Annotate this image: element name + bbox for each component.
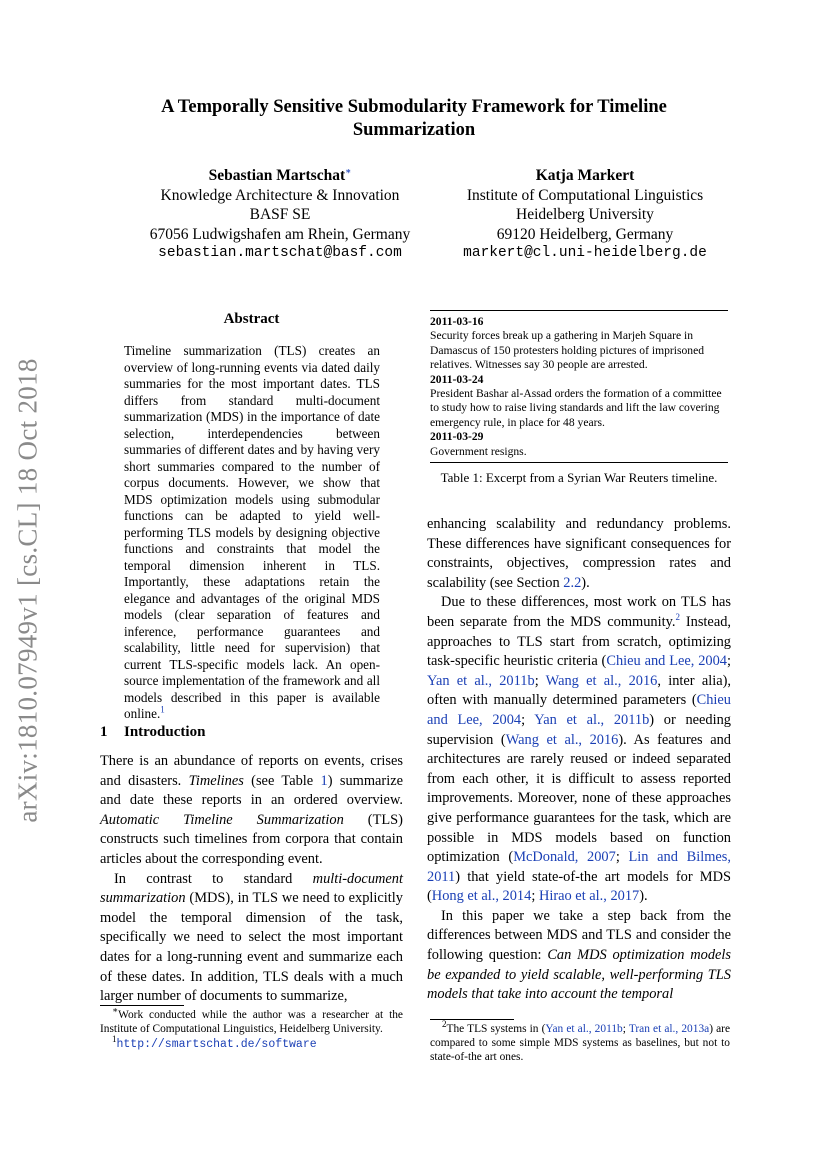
table-entry: Security forces break up a gathering in Marjeh Square in Damascus of 150 protesters holding pictures of imprisoned relatives. Witnesses say 30 people are arrested. <box>430 329 705 372</box>
author-affiliation: Knowledge Architecture & Innovation <box>160 186 400 204</box>
footnotes-left <box>100 1005 403 1051</box>
table-date: 2011-03-29 <box>430 430 484 444</box>
citation[interactable]: McDonald, 2007 <box>513 849 616 866</box>
section-heading-introduction: 1 Introduction <box>100 724 206 740</box>
table-entry: President Bashar al-Assad orders the formation of a committee to study how to raise living standards and lift the law covering emergency rule, in place for 48 years. <box>430 387 722 429</box>
citation[interactable]: Wang et al., 2016 <box>505 731 619 748</box>
author-block-2 <box>440 166 730 264</box>
footnote-ref-1[interactable]: 1 <box>160 704 165 715</box>
author-affiliation: Institute of Computational Linguistics <box>466 186 704 204</box>
author-affiliation: 67056 Ludwigshafen am Rhein, Germany <box>149 225 411 243</box>
citation[interactable]: Chieu and Lee, 2004 <box>427 692 731 728</box>
title-line-1: A Temporally Sensitive Submodularity Framework for Timeline <box>161 97 667 117</box>
table-ref[interactable]: 1 <box>320 772 328 789</box>
paragraph: In this paper we take a step back from the differences between MDS and TLS and consider the following question: Can MDS optimization models be expanded to yield scalable, well-performing TLS models that take into account the temporal <box>427 907 732 1003</box>
paper-title <box>100 96 728 142</box>
citation[interactable]: Chieu and Lee, 2004 <box>606 653 727 670</box>
author-affiliation: 69120 Heidelberg, Germany <box>496 225 674 243</box>
table-date: 2011-03-16 <box>430 315 484 328</box>
footnote-2-text: $^2$The TLS systems in (Yan et al., 2011b; Tran et al., 2013a) are compared to some simple MDS systems as baselines, but not to state-of-the art ones. <box>430 1019 731 1063</box>
arxiv-id: arXiv:1810.07949v1 [cs.CL] 18 Oct 2018 <box>12 357 43 823</box>
abstract-text: Timeline summarization (TLS) creates an overview of long-running events via dated daily summaries for the most important dates. TLS differs from standard multi-document summarization (MDS) in the importance of date selection, interdependencies between summaries of different dates and by having very short summaries compared to the number of corpus documents. However, we show that MDS optimization models using submodular functions can be adapted to yield well-performing TLS models by designing objective functions and constraints that model the temporal dimension inherent in TLS. Importantly, these adaptations retain the elegance and advantages of the original MDS models (clear separation of features and inference, performance guarantees and scalability, little need for supervision) that current TLS-specific models lack. An open-source implementation of the framework and all models described in this paper is available online.$^1$ <box>124 343 380 721</box>
paragraph: enhancing scalability and redundancy problems. These differences have significant consequences for constraints, objectives, compression rates and scalability (see Section 2.2). <box>427 516 731 591</box>
author-affiliation: Heidelberg University <box>516 206 654 223</box>
footnote-1: $^1$http://smartschat.de/software <box>112 1033 317 1051</box>
citation[interactable]: Wang et al., 2016 <box>545 672 658 689</box>
left-column-body <box>100 752 403 1007</box>
author-name: Katja Markert <box>535 167 635 184</box>
citation[interactable]: Hirao et al., 2017 <box>538 888 640 905</box>
table-date: 2011-03-24 <box>430 372 484 386</box>
footnote-2 <box>430 1019 731 1064</box>
citation[interactable]: Yan et al., 2011b <box>545 1023 623 1035</box>
author-name: Sebastian Martschat∗ <box>208 165 352 184</box>
author-affiliation: BASF SE <box>249 206 311 223</box>
paragraph: There is an abundance of reports on events, crises and disasters. Timelines (see Table 1) summarize and date these reports in an ordered overview. Automatic Timeline Summarization (TLS) constructs such timelines from corpora that contain articles about the corresponding event. <box>100 753 403 867</box>
abstract-heading: Abstract <box>223 311 280 327</box>
footnote-star: ∗Work conducted while the author was a researcher at the Institute of Computational Linguistics, Heidelberg University. <box>100 1005 403 1035</box>
arxiv-stamp <box>6 330 50 850</box>
paragraph: In contrast to standard multi-document summarization (MDS), in TLS we need to explicitly model the temporal dimension of the task, specifically we need to select the most important dates for a long-running event and summarize each of these dates. In addition, TLS deals with a much larger number of documents to summarize, <box>100 870 403 1005</box>
author-footnote-marker[interactable]: ∗ <box>345 165 352 176</box>
table-1-caption: Table 1: Excerpt from a Syrian War Reuters timeline. <box>440 470 718 485</box>
author-email: markert@cl.uni-heidelberg.de <box>463 245 707 261</box>
citation[interactable]: Yan et al., 2011b <box>534 711 650 728</box>
right-column-body <box>427 515 731 1005</box>
citation[interactable]: Tran et al., 2013a <box>628 1023 710 1035</box>
footnote-ref-2[interactable]: 2 <box>675 612 680 623</box>
table-1 <box>430 310 728 463</box>
table-entry: Government resigns. <box>430 444 527 458</box>
title-line-2: Summarization <box>352 120 476 140</box>
citation[interactable]: Yan et al., 2011b <box>427 672 535 689</box>
software-link[interactable]: http://smartschat.de/software <box>116 1037 317 1051</box>
citation[interactable]: Lin and Bilmes, 2011 <box>427 849 731 885</box>
citation[interactable]: Hong et al., 2014 <box>431 888 532 905</box>
author-block-1 <box>120 166 440 264</box>
section-ref[interactable]: 2.2 <box>563 574 582 591</box>
author-email: sebastian.martschat@basf.com <box>158 245 402 261</box>
paragraph: Due to these differences, most work on TLS has been separate from the MDS community.$^2$ Instead, approaches to TLS start from scratch, optimizing task-specific heuristic criteria (Chieu and Lee, 2004; Yan et al., 2011b; Wang et al., 2016, inter alia), often with manually determined parameters (Chieu and Lee, 2004; Yan et al., 2011b) or needing supervision (Wang et al., 2016). As features and architectures are rarely reused or indeed separated from each other, it is difficult to assess reported improvements. Moreover, none of these approaches give performance guarantees for the task, which are possible in MDS models based on function optimization (McDonald, 2007; Lin and Bilmes, 2011) that yield state-of-the art models for MDS (Hong et al., 2014; Hirao et al., 2017). <box>427 594 732 905</box>
